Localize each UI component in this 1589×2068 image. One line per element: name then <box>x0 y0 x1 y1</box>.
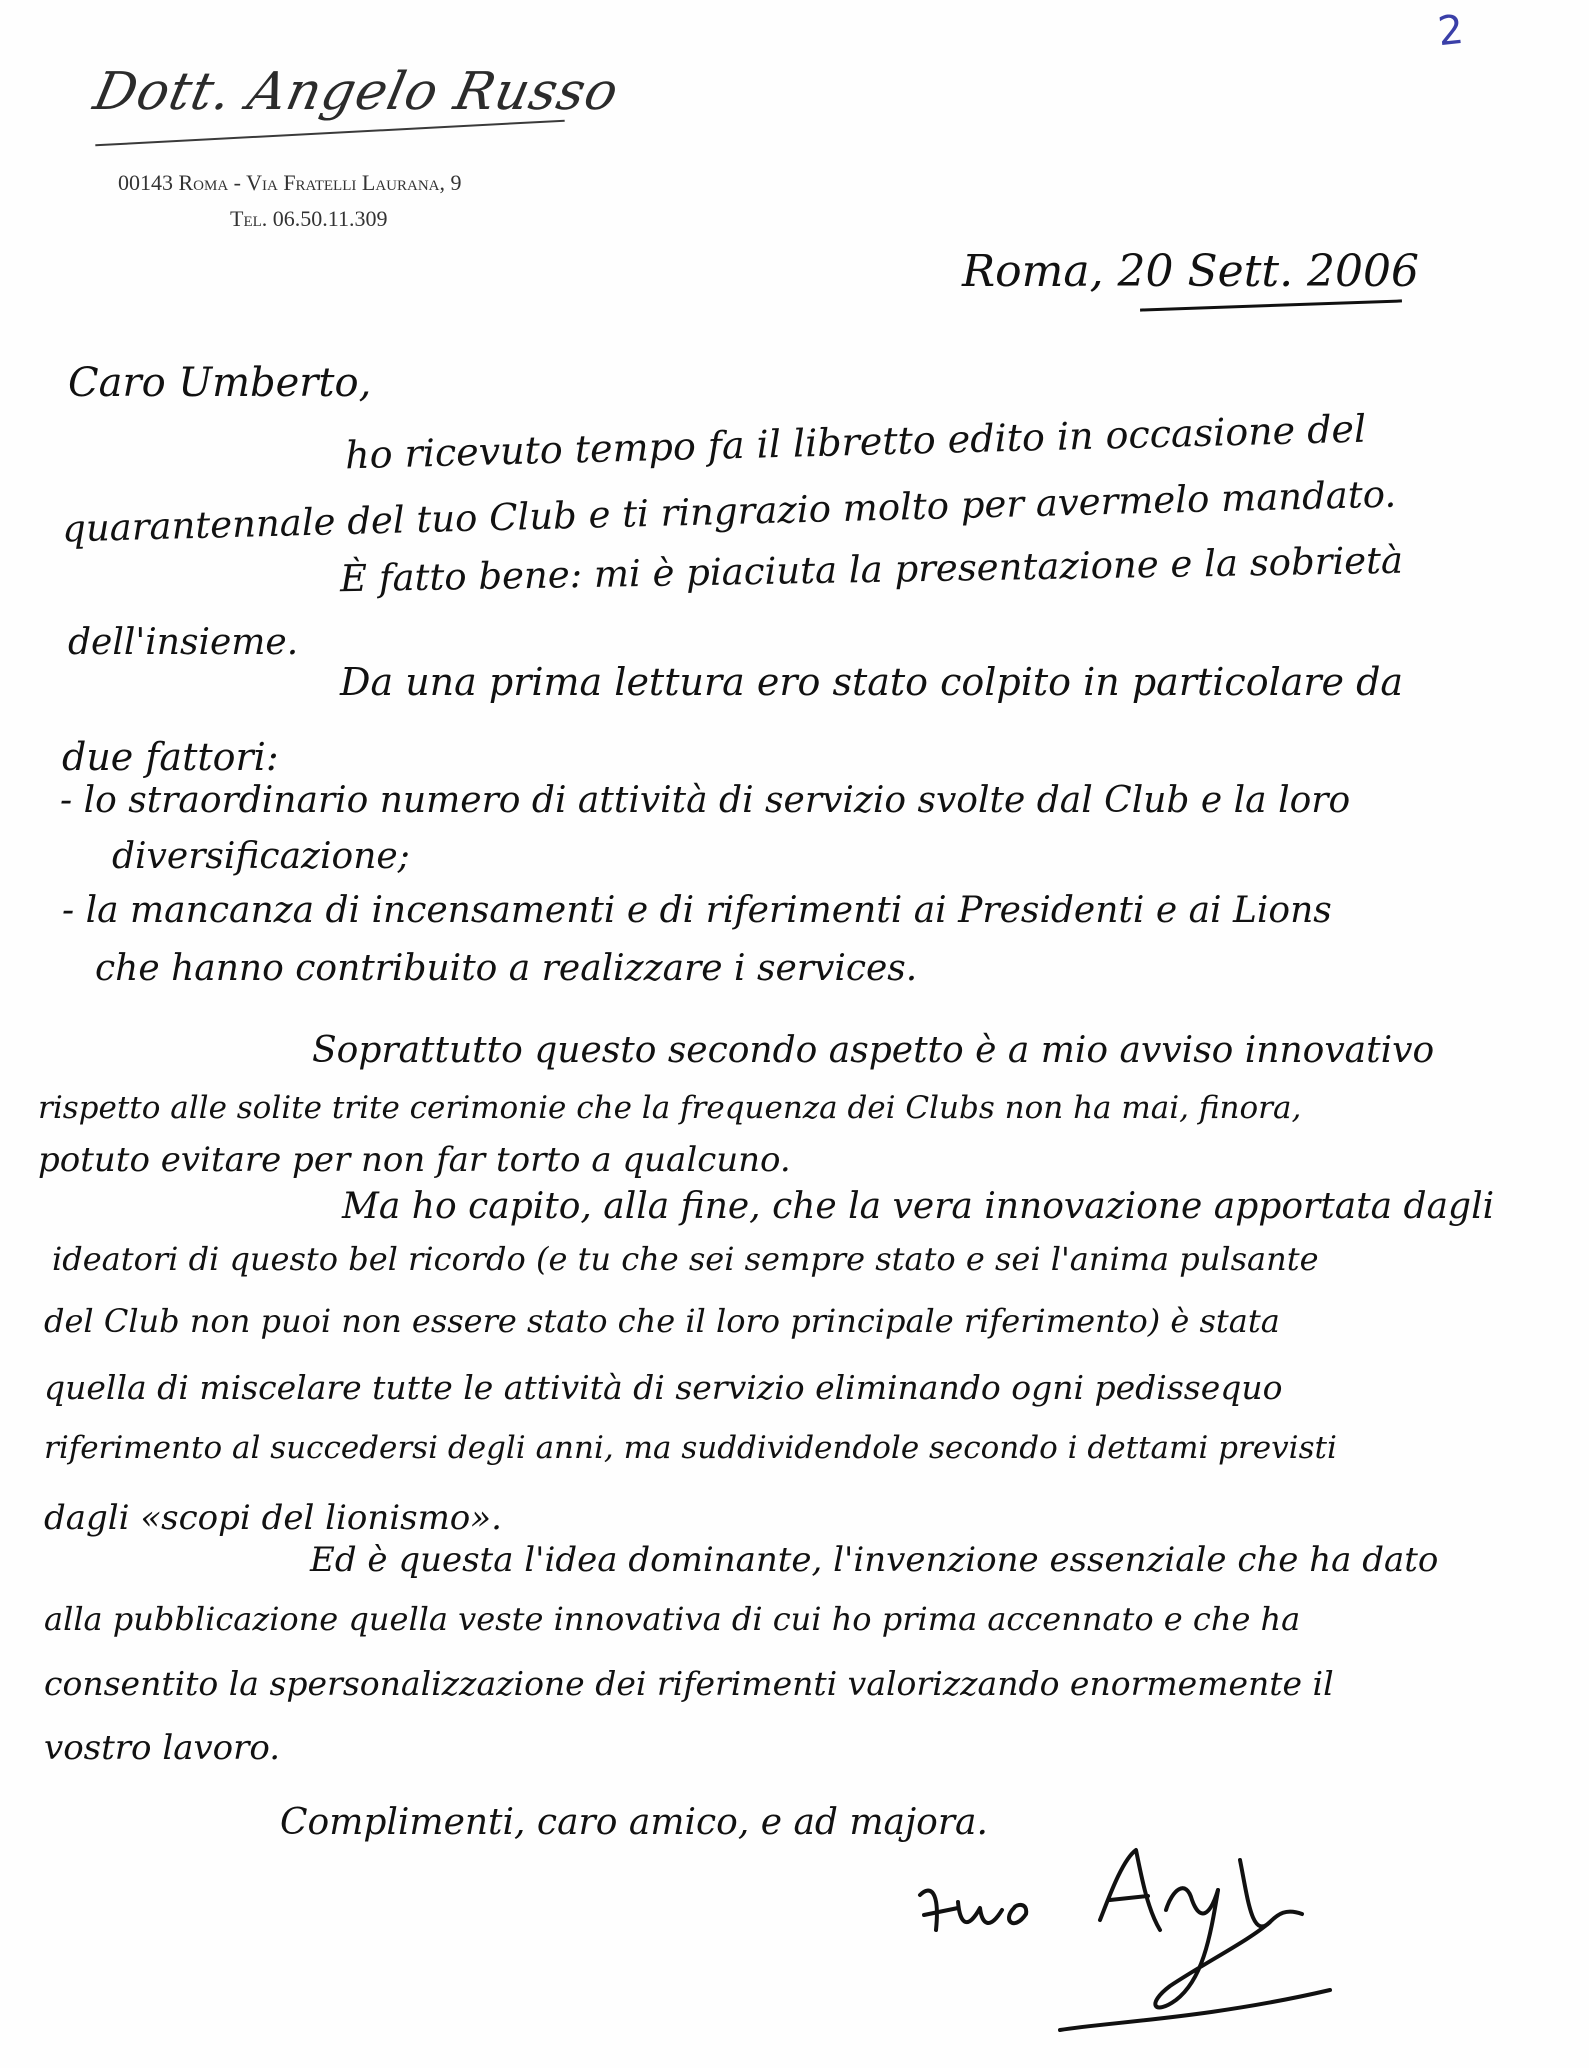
letter-line: vostro lavoro. <box>44 1728 281 1768</box>
letter-date: Roma, 20 Sett. 2006 <box>962 246 1420 297</box>
letter-line: dagli «scopi del lionismo». <box>44 1498 502 1538</box>
letter-line: quarantennale del tuo Club e ti ringrazio molto per avermelo mandato. <box>61 472 1397 551</box>
letter-line: ideatori di questo bel ricordo (e tu che sei sempre stato e sei l'anima pulsante <box>52 1240 1319 1278</box>
letter-line: diversificazione; <box>112 836 410 877</box>
letter-line: Ma ho capito, alla fine, che la vera innovazione apportata dagli <box>342 1186 1495 1227</box>
letter-line: Da una prima lettura ero stato colpito in particolare da <box>340 660 1404 704</box>
letter-line: ho ricevuto tempo fa il libretto edito in occasione del <box>344 406 1367 478</box>
letter-line: del Club non puoi non essere stato che il loro principale riferimento) è stata <box>44 1302 1280 1340</box>
letterhead-name: Dott. Angelo Russo <box>88 62 625 122</box>
letter-line: due fattori: <box>62 735 279 779</box>
letterhead-rule <box>95 120 564 147</box>
date-underline <box>1140 299 1402 311</box>
letter-line: alla pubblicazione quella veste innovativa di cui ho prima accennato e che ha <box>44 1600 1301 1638</box>
letter-line: - la mancanza di incensamenti e di riferimenti ai Presidenti e ai Lions <box>62 890 1332 931</box>
letter-line: potuto evitare per non far torto a qualcuno. <box>38 1140 791 1180</box>
letterhead-phone: Tel. 06.50.11.309 <box>230 206 388 231</box>
letter-line: consentito la spersonalizzazione dei riferimenti valorizzando enormemente il <box>44 1664 1334 1703</box>
letter-line: dell'insieme. <box>68 622 299 663</box>
letter-line: che hanno contribuito a realizzare i services. <box>95 948 918 989</box>
letterhead-address: 00143 Roma - Via Fratelli Laurana, 9 <box>118 170 462 195</box>
letter-line: riferimento al succedersi degli anni, ma suddividendole secondo i dettami previsti <box>44 1430 1337 1466</box>
letter-line: Soprattutto questo secondo aspetto è a mio avviso innovativo <box>312 1030 1435 1071</box>
letter-line: Complimenti, caro amico, e ad majora. <box>280 1802 988 1843</box>
letter-line: quella di miscelare tutte le attività di servizio eliminando ogni pedissequo <box>44 1368 1283 1407</box>
page-number: 2 <box>1435 6 1466 56</box>
letter-line: È fatto bene: mi è piaciuta la presentazione e la sobrietà <box>339 538 1404 601</box>
letter-line: Ed è questa l'idea dominante, l'invenzione essenziale che ha dato <box>310 1540 1439 1580</box>
letter-line: rispetto alle solite trite cerimonie che la frequenza dei Clubs non ha mai, finora, <box>38 1090 1302 1126</box>
signature <box>910 1790 1340 2050</box>
letter-line: - lo straordinario numero di attività di servizio svolte dal Club e la loro <box>60 780 1351 821</box>
salutation: Caro Umberto, <box>68 360 372 406</box>
